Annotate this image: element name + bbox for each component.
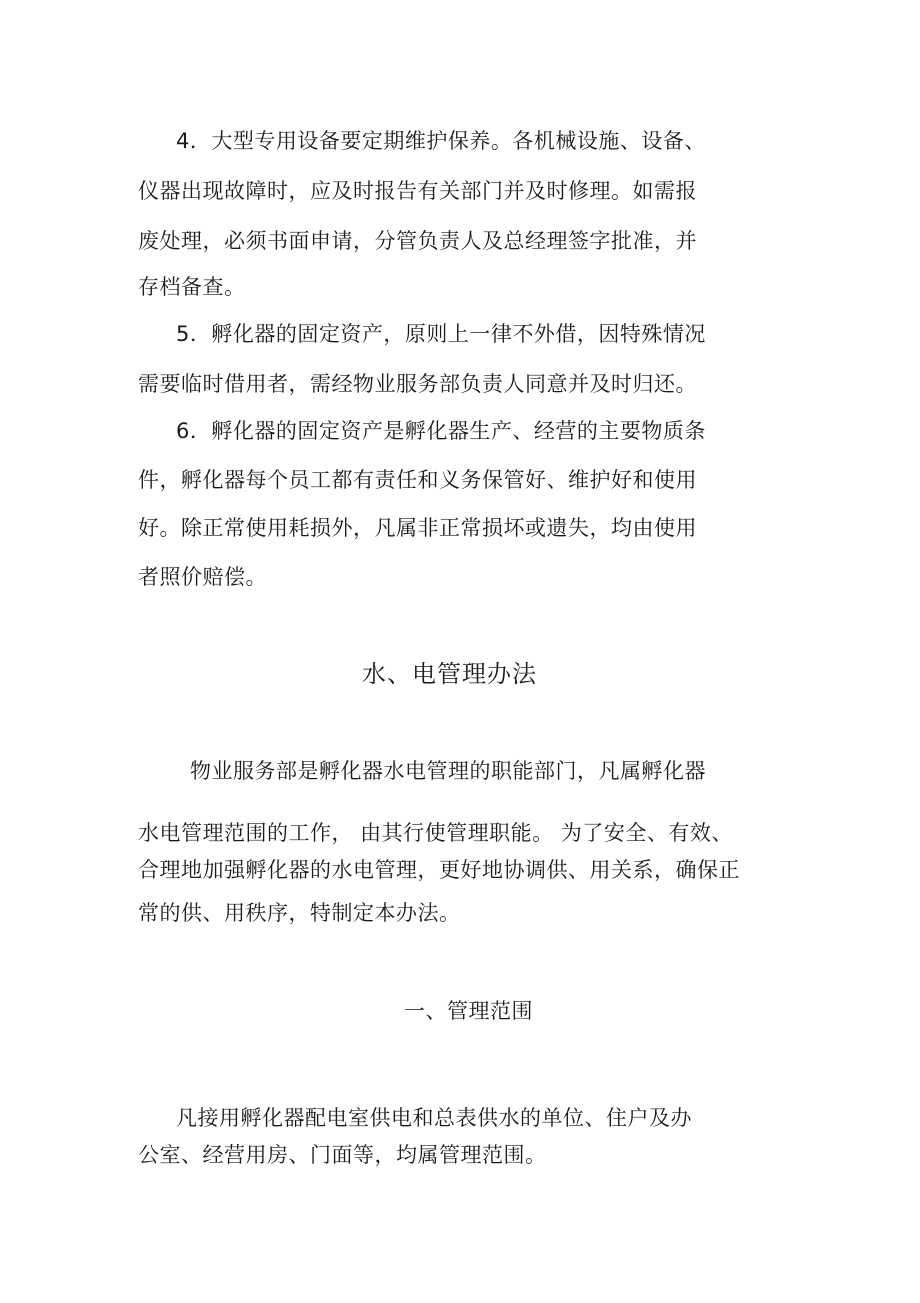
paragraph-line: 件，孵化器每个员工都有责任和义务保管好、维护好和使用 <box>138 468 697 492</box>
paragraph-line: 6．孵化器的固定资产是孵化器生产、经营的主要物质条 <box>176 419 706 443</box>
paragraph-line: 水电管理范围的工作， 由其行使管理职能。 为了安全、有效、 <box>138 821 733 845</box>
paragraph-line: 常的供、用秩序，特制定本办法。 <box>138 901 461 925</box>
paragraph-line: 需要临时借用者，需经物业服务部负责人同意并及时归还。 <box>138 372 697 396</box>
paragraph-line: 仪器出现故障时，应及时报告有关部门并及时修理。如需报 <box>138 179 697 203</box>
scope-heading: 一、管理范围 <box>404 999 533 1023</box>
paragraph-line: 5．孵化器的固定资产，原则上一律不外借，因特殊情况 <box>176 322 706 346</box>
section-title: 水、电管理办法 <box>362 660 537 688</box>
paragraph-line: 凡接用孵化器配电室供电和总表供水的单位、住户及办 <box>176 1106 692 1130</box>
paragraph-line: 废处理，必须书面申请，分管负责人及总经理签字批准，并 <box>138 229 697 253</box>
paragraph-line: 物业服务部是孵化器水电管理的职能部门，凡属孵化器 <box>190 759 706 783</box>
paragraph-line: 公室、经营用房、门面等，均属管理范围。 <box>138 1143 547 1167</box>
paragraph-line: 好。除正常使用耗损外，凡属非正常损坏或遗失，均由使用 <box>138 516 697 540</box>
paragraph-line: 4．大型专用设备要定期维护保养。各机械设施、设备、 <box>176 129 706 153</box>
paragraph-line: 者照价赔偿。 <box>138 565 267 589</box>
paragraph-line: 合理地加强孵化器的水电管理，更好地协调供、用关系，确保正 <box>138 858 740 882</box>
paragraph-line: 存档备查。 <box>138 275 246 299</box>
